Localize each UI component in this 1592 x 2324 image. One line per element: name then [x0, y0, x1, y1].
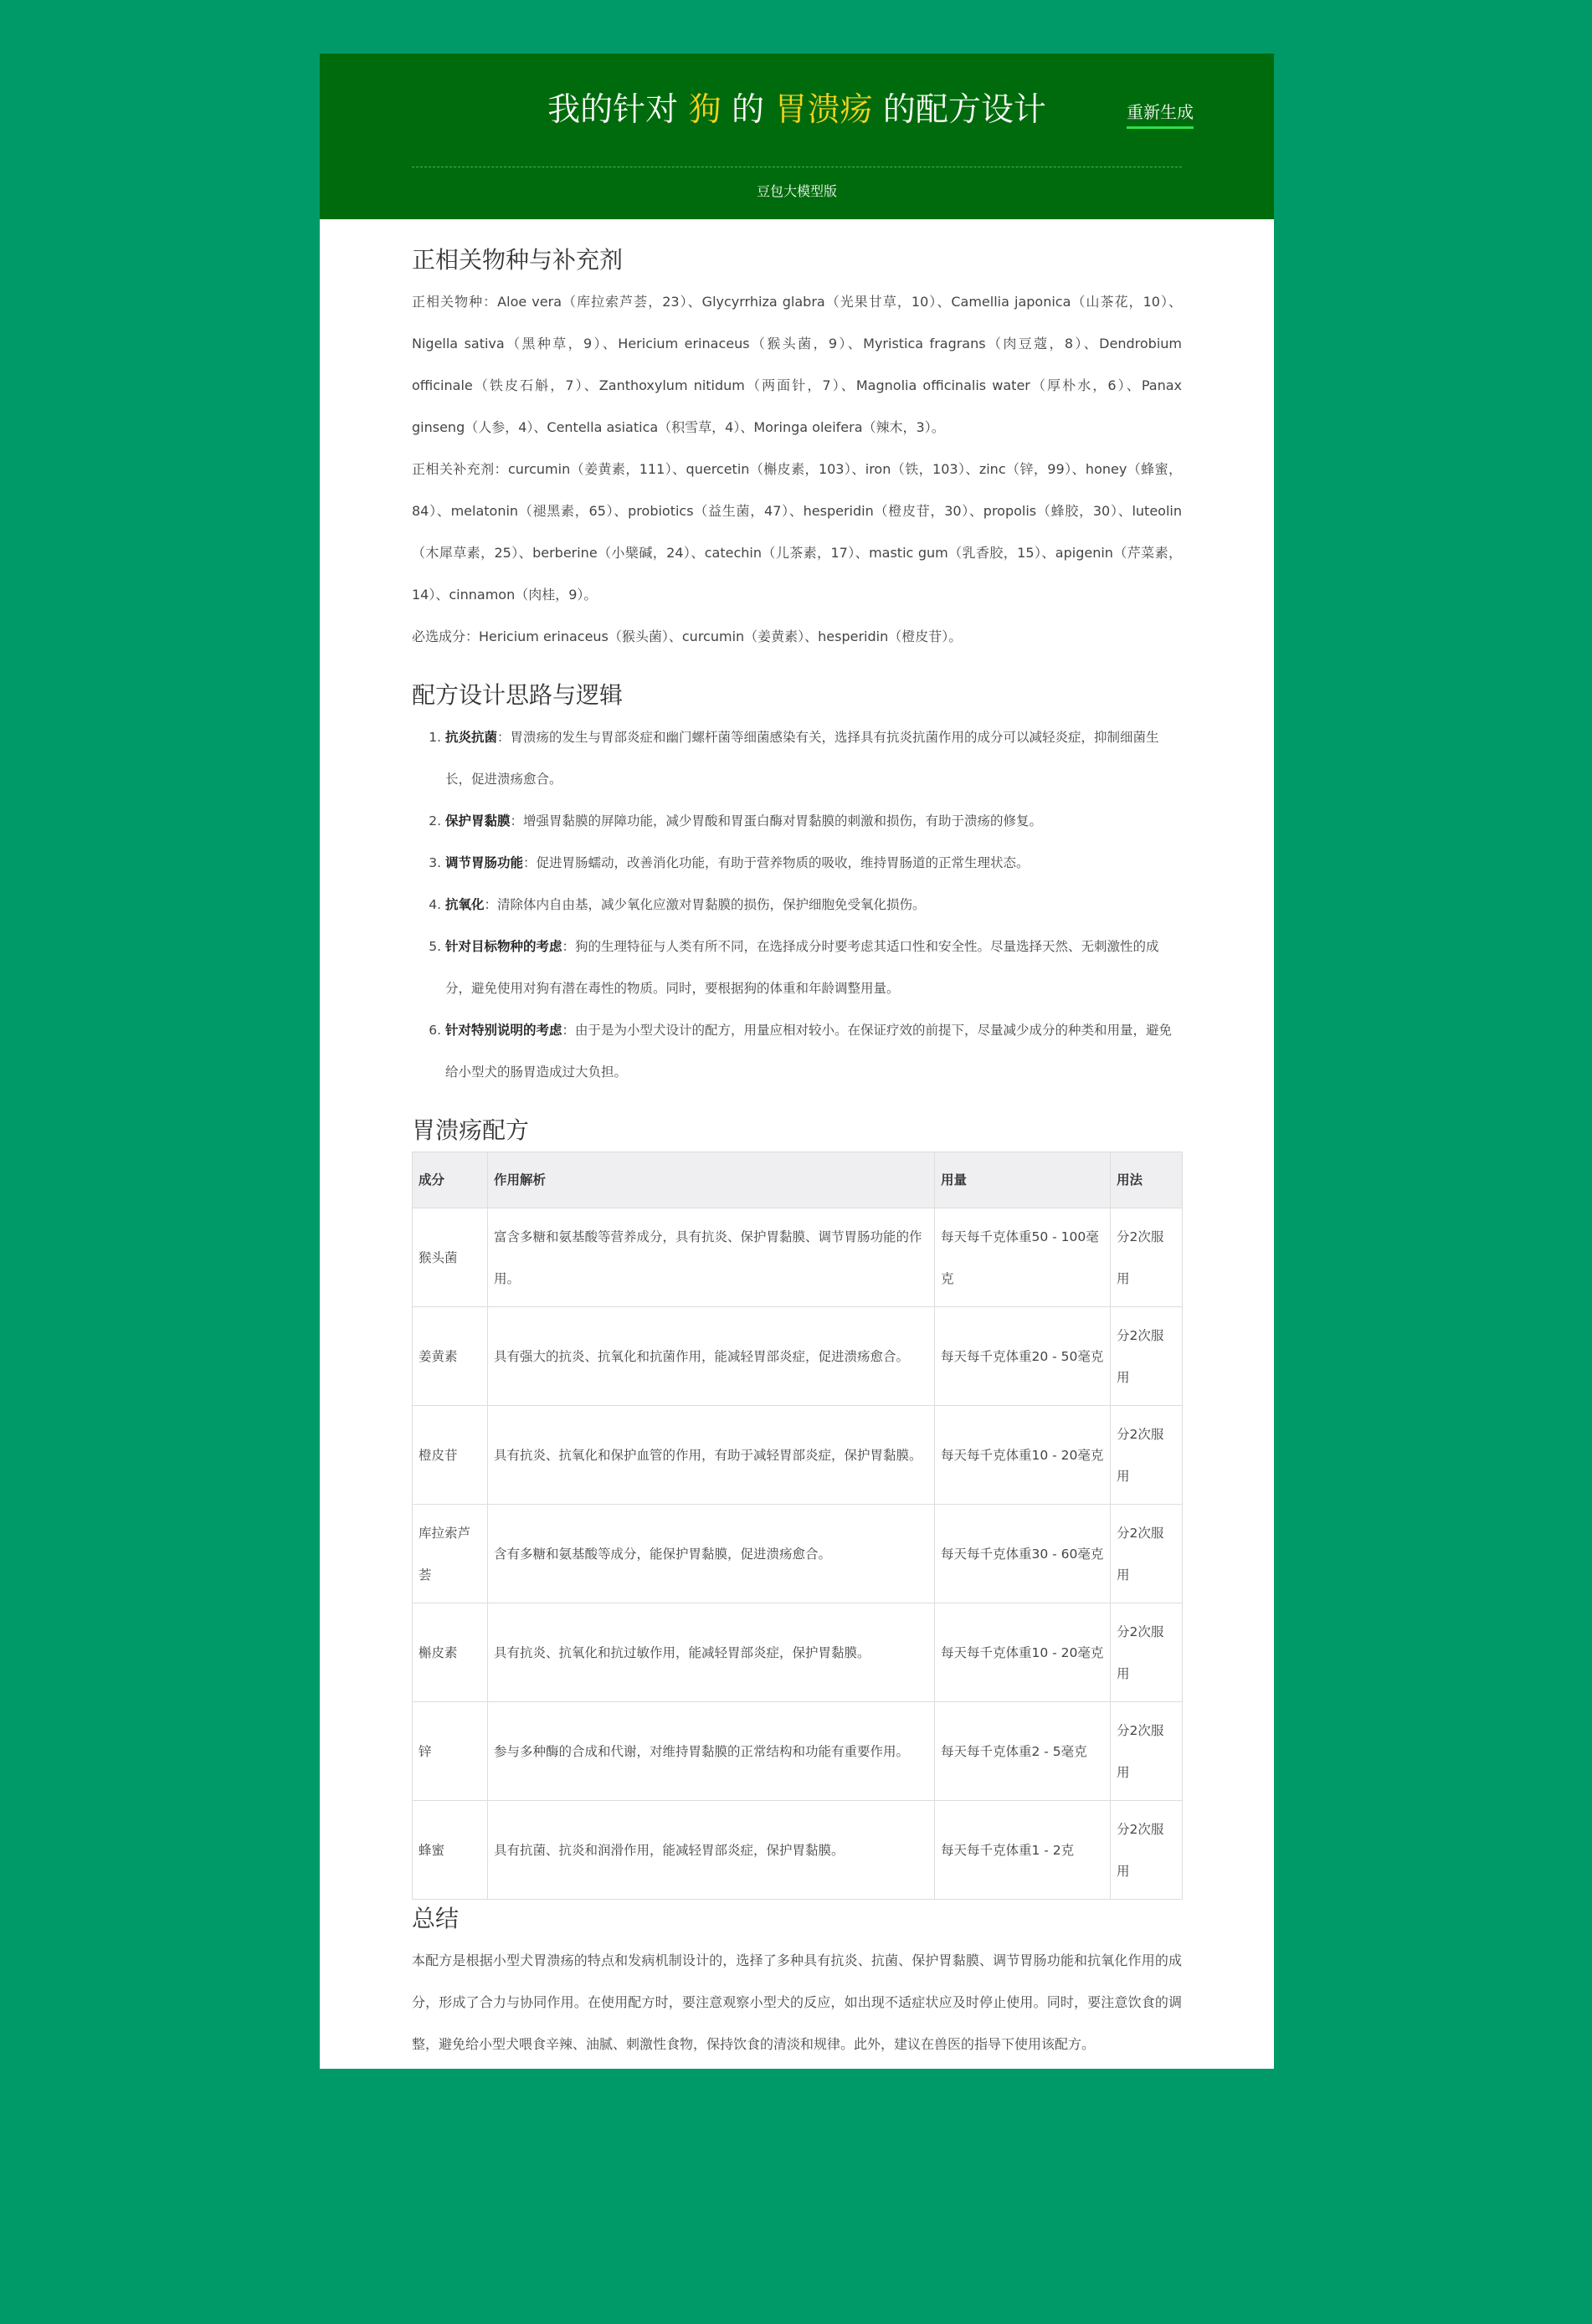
table-row — [413, 1801, 1183, 1900]
summary-heading: 总结 — [412, 1905, 460, 1932]
table-row — [413, 1603, 1183, 1702]
ingredient-cell: 锌 — [413, 1702, 488, 1801]
column-header: 用法 — [1111, 1152, 1183, 1208]
effect-cell: 参与多种酶的合成和代谢，对维持胃黏膜的正常结构和功能有重要作用。 — [488, 1702, 935, 1801]
header-banner — [320, 54, 1274, 219]
table-row — [413, 1505, 1183, 1603]
column-header: 用量 — [935, 1152, 1111, 1208]
effect-cell: 具有抗菌、抗炎和润滑作用，能减轻胃部炎症，保护胃黏膜。 — [488, 1801, 935, 1900]
table-header-row — [413, 1152, 1183, 1208]
effect-cell: 富含多糖和氨基酸等营养成分，具有抗炎、保护胃黏膜、调节胃肠功能的作用。 — [488, 1208, 935, 1307]
effect-cell: 含有多糖和氨基酸等成分，能保护胃黏膜，促进溃疡愈合。 — [488, 1505, 935, 1603]
formula-section — [412, 1110, 1182, 1898]
list-item — [445, 842, 1182, 884]
logic-list — [412, 716, 1182, 1093]
dosage-cell: 每天每千克体重50 - 100毫克 — [935, 1208, 1111, 1307]
ingredient-cell: 槲皮素 — [413, 1603, 488, 1702]
ingredient-cell: 猴头菌 — [413, 1208, 488, 1307]
list-item — [445, 1009, 1182, 1093]
formula-table — [412, 1152, 1183, 1900]
model-version-label: 豆包大模型版 — [756, 183, 837, 199]
logic-item-text: ：增强胃黏膜的屏障功能，减少胃酸和胃蛋白酶对胃黏膜的刺激和损伤，有助于溃疡的修复。 — [510, 813, 1043, 829]
supplements-paragraph: 正相关补充剂：curcumin（姜黄素，111）、quercetin（槲皮素，103）、iron（铁，103）、zinc（锌，99）、honey（蜂蜜，84）、melatonin（褪黑素，65）、probiotics（益生菌，47）、hesperidin（橙皮苷，30）、propolis（蜂胶，30）、luteolin（木犀草素，25）、berberine（小檗碱，24）、catechin（儿茶素，17）、mastic gum（乳香胶，15）、apigenin（芹菜素，14）、cinnamon（肉桂，9）。 — [412, 461, 1182, 603]
dosage-cell: 每天每千克体重2 - 5毫克 — [935, 1702, 1111, 1801]
effect-cell: 具有强大的抗炎、抗氧化和抗菌作用，能减轻胃部炎症，促进溃疡愈合。 — [488, 1307, 935, 1406]
logic-item-text: ：狗的生理特征与人类有所不同，在选择成分时要考虑其适口性和安全性。尽量选择天然、无刺激性的成分，避免使用对狗有潜在毒性的物质。同时，要根据狗的体重和年龄调整用量。 — [445, 939, 1159, 996]
dosage-cell: 每天每千克体重10 - 20毫克 — [935, 1603, 1111, 1702]
column-header: 成分 — [413, 1152, 488, 1208]
logic-item-title: 抗炎抗菌 — [445, 730, 498, 745]
logic-item-text: ：促进胃肠蠕动，改善消化功能，有助于营养物质的吸收，维持胃肠道的正常生理状态。 — [523, 855, 1030, 870]
required-paragraph: 必选成分：Hericium erinaceus（猴头菌）、curcumin（姜黄素）、hesperidin（橙皮苷）。 — [412, 628, 963, 644]
title-prefix: 我的针对 — [547, 91, 679, 129]
effect-cell: 具有抗炎、抗氧化和保护血管的作用，有助于减轻胃部炎症，保护胃黏膜。 — [488, 1406, 935, 1505]
content-area — [412, 239, 1182, 2065]
title-middle: 的 — [731, 91, 764, 129]
table-row — [413, 1702, 1183, 1801]
table-row — [413, 1406, 1183, 1505]
animal-name: 狗 — [688, 91, 722, 129]
disease-name: 胃溃疡 — [774, 91, 873, 129]
table-row — [413, 1208, 1183, 1307]
logic-item-title: 针对特别说明的考虑 — [445, 1023, 562, 1038]
list-item — [445, 800, 1182, 842]
dosage-cell: 每天每千克体重20 - 50毫克 — [935, 1307, 1111, 1406]
effect-cell: 具有抗炎、抗氧化和抗过敏作用，能减轻胃部炎症，保护胃黏膜。 — [488, 1603, 935, 1702]
usage-cell: 分2次服用 — [1111, 1801, 1183, 1900]
usage-cell: 分2次服用 — [1111, 1406, 1183, 1505]
logic-section — [412, 675, 1182, 1110]
title-suffix: 的配方设计 — [882, 91, 1046, 129]
table-row — [413, 1307, 1183, 1406]
usage-cell: 分2次服用 — [1111, 1307, 1183, 1406]
list-item — [445, 926, 1182, 1009]
usage-cell: 分2次服用 — [1111, 1702, 1183, 1801]
species-paragraph: 正相关物种：Aloe vera（库拉索芦荟，23）、Glycyrrhiza glabra（光果甘草，10）、Camellia japonica（山茶花，10）、Nigella sativa（黑种草，9）、Hericium erinaceus（猴头菌，9）、Myristica fragrans（肉豆蔻，8）、Dendrobium officinale（铁皮石斛，7）、Zanthoxylum nitidum（两面针，7）、Magnolia officinalis water（厚朴水，6）、Panax ginseng（人参，4）、Centella asiatica（积雪草，4）、Moringa oleifera（辣木，3）。 — [412, 294, 1182, 435]
logic-item-text: ：清除体内自由基，减少氧化应激对胃黏膜的损伤，保护细胞免受氧化损伤。 — [484, 897, 926, 912]
usage-cell: 分2次服用 — [1111, 1208, 1183, 1307]
recipe-card — [320, 54, 1274, 2069]
ingredient-cell: 蜂蜜 — [413, 1801, 488, 1900]
summary-section — [412, 1898, 1182, 2065]
ingredients-section — [412, 239, 1182, 675]
ingredients-heading: 正相关物种与补充剂 — [412, 246, 624, 274]
logic-item-title: 抗氧化 — [445, 897, 485, 912]
logic-heading: 配方设计思路与逻辑 — [412, 681, 624, 709]
dosage-cell: 每天每千克体重30 - 60毫克 — [935, 1505, 1111, 1603]
ingredient-cell: 橙皮苷 — [413, 1406, 488, 1505]
column-header: 作用解析 — [488, 1152, 935, 1208]
usage-cell: 分2次服用 — [1111, 1603, 1183, 1702]
logic-item-text: ：由于是为小型犬设计的配方，用量应相对较小。在保证疗效的前提下，尽量减少成分的种类和用量，避免给小型犬的肠胃造成过大负担。 — [445, 1023, 1173, 1080]
summary-paragraph: 本配方是根据小型犬胃溃疡的特点和发病机制设计的，选择了多种具有抗炎、抗菌、保护胃黏膜、调节胃肠功能和抗氧化作用的成分，形成了合力与协同作用。在使用配方时，要注意观察小型犬的反应，如出现不适症状应及时停止使用。同时，要注意饮食的调整，避免给小型犬喂食辛辣、油腻、刺激性食物，保持饮食的清淡和规律。此外，建议在兽医的指导下使用该配方。 — [412, 1952, 1182, 2052]
list-item — [445, 884, 1182, 926]
ingredient-cell: 姜黄素 — [413, 1307, 488, 1406]
dosage-cell: 每天每千克体重1 - 2克 — [935, 1801, 1111, 1900]
formula-heading: 胃溃疡配方 — [412, 1116, 530, 1144]
logic-item-title: 针对目标物种的考虑 — [445, 939, 562, 954]
ingredient-cell: 库拉索芦荟 — [413, 1505, 488, 1603]
logic-item-title: 调节胃肠功能 — [445, 855, 524, 870]
usage-cell: 分2次服用 — [1111, 1505, 1183, 1603]
regenerate-button[interactable]: 重新生成 — [1127, 100, 1194, 129]
logic-item-text: ：胃溃疡的发生与胃部炎症和幽门螺杆菌等细菌感染有关，选择具有抗炎抗菌作用的成分可以减轻炎症，抑制细菌生长，促进溃疡愈合。 — [445, 730, 1159, 787]
list-item — [445, 716, 1182, 800]
logic-item-title: 保护胃黏膜 — [445, 813, 511, 829]
dosage-cell: 每天每千克体重10 - 20毫克 — [935, 1406, 1111, 1505]
